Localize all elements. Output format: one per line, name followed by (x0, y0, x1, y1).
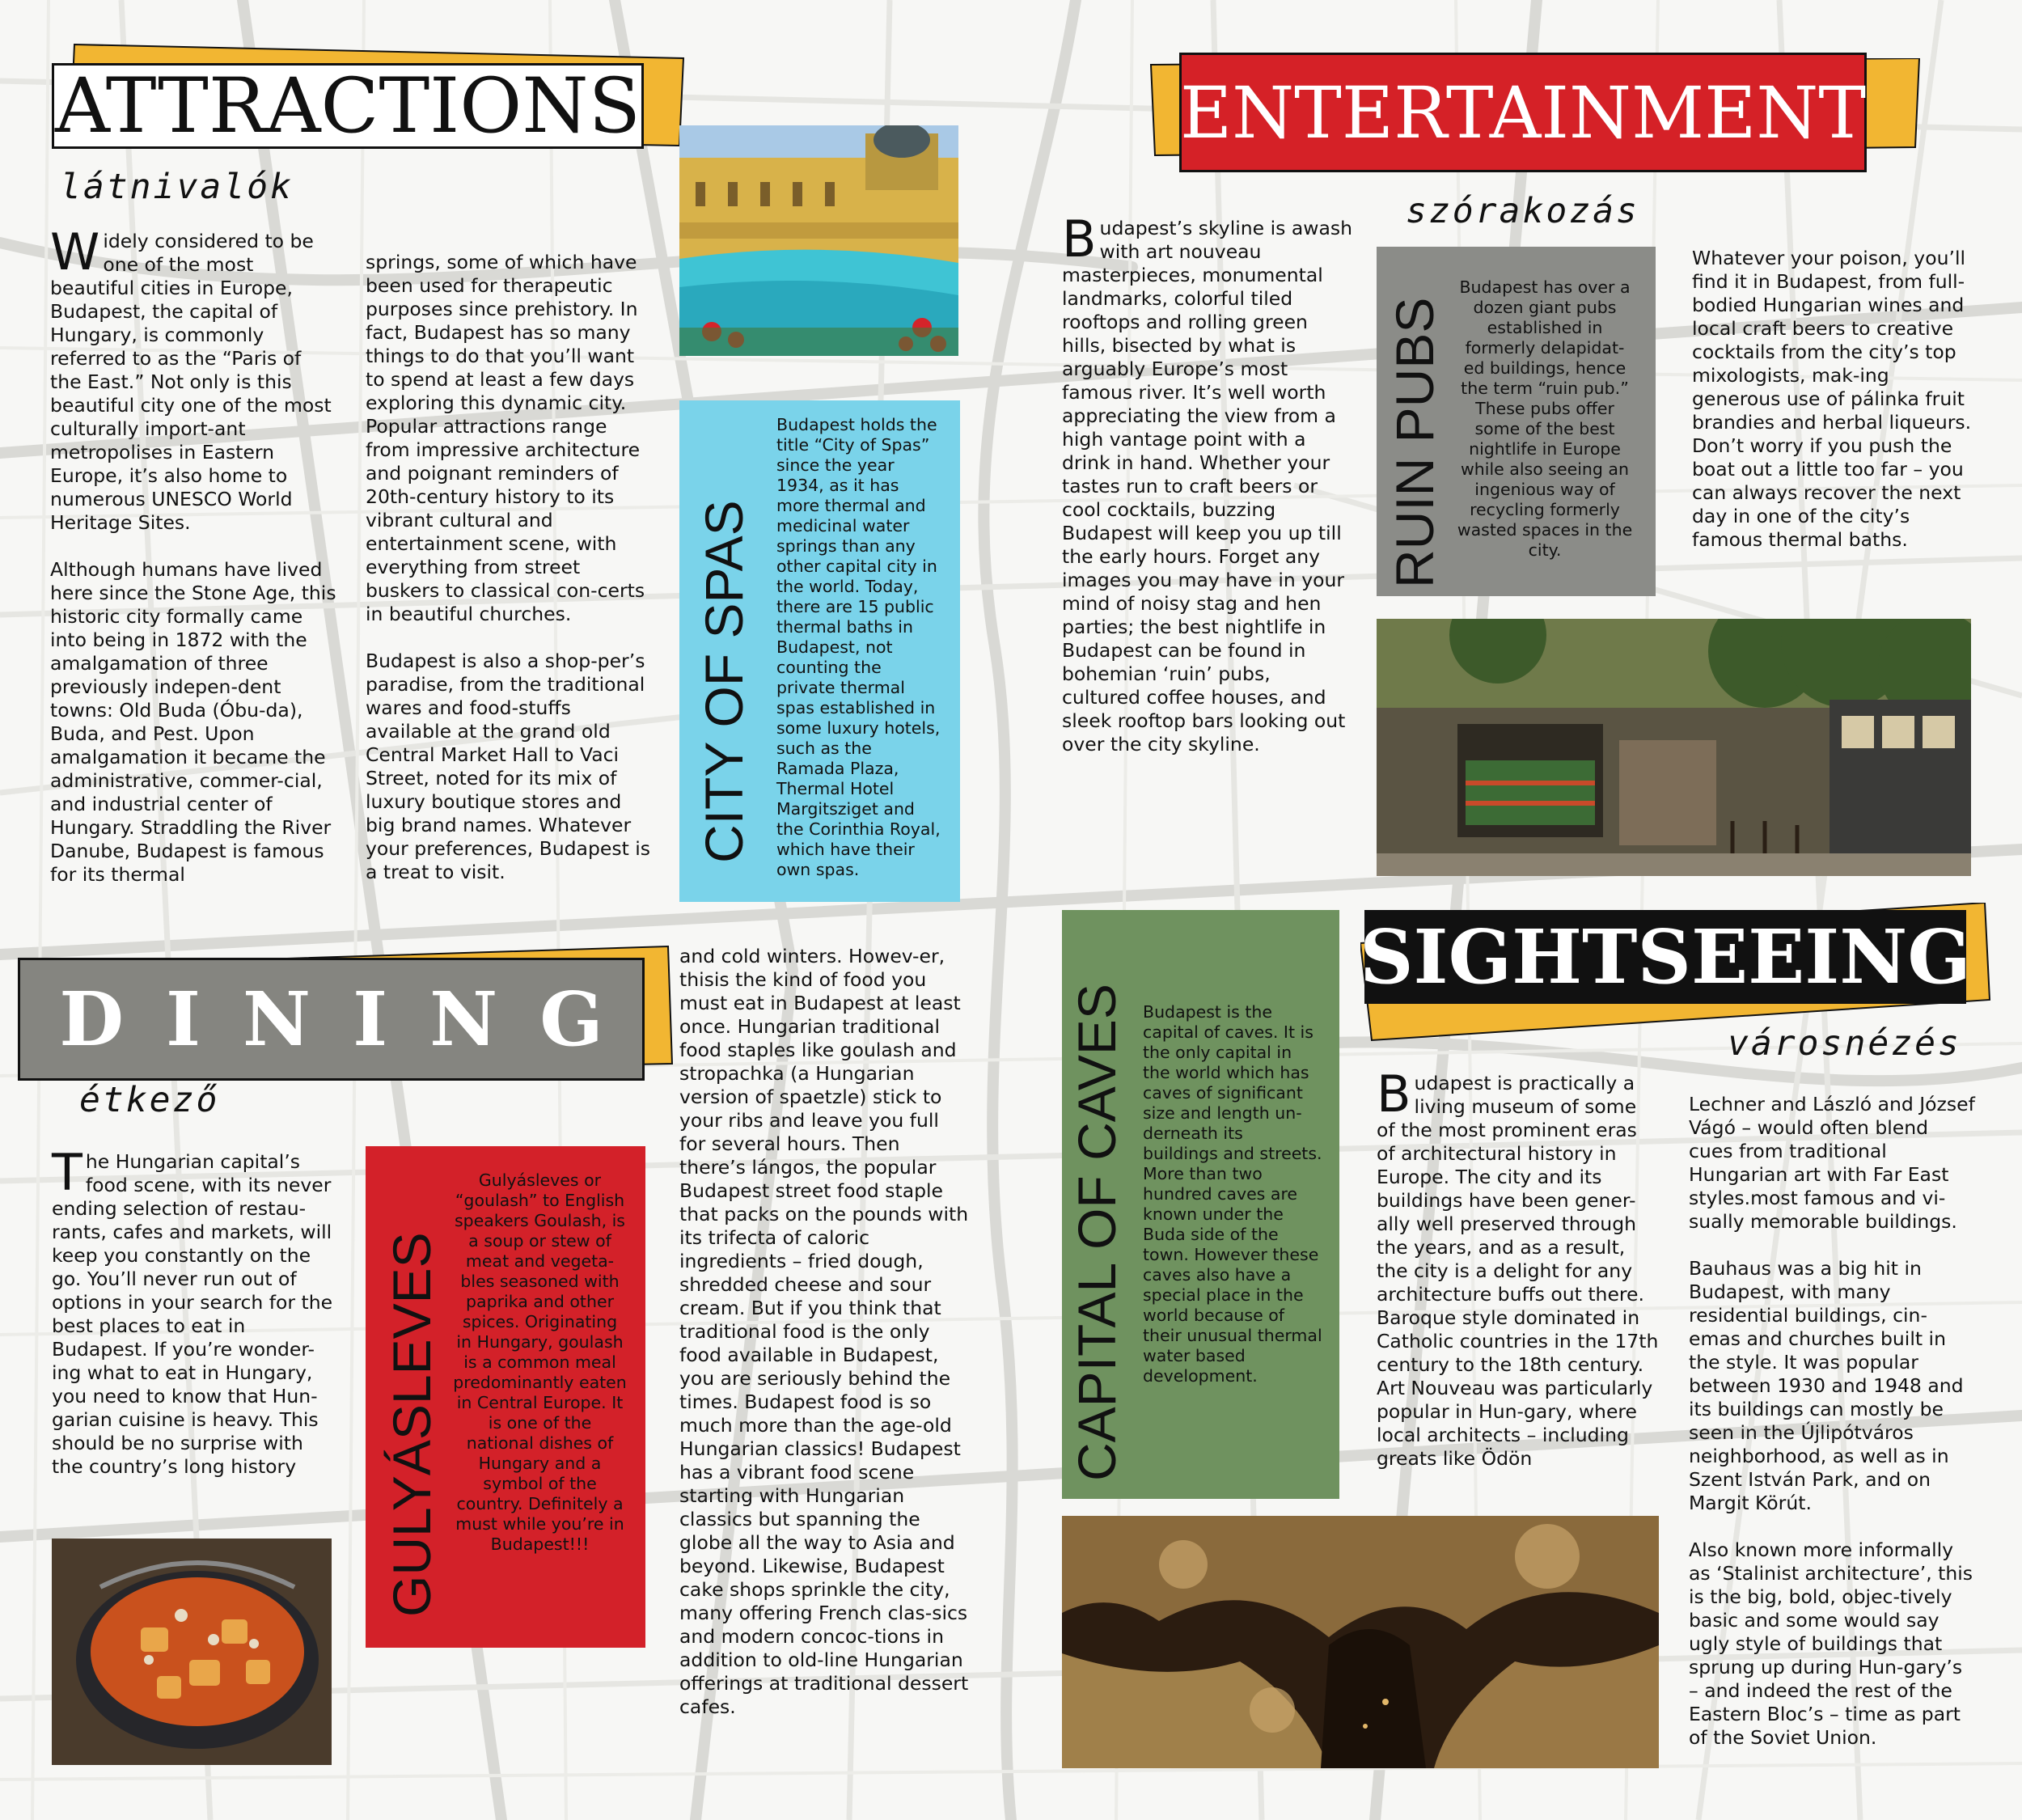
city-of-spas-text: Budapest holds the title “City of Spas” since the year 1934, as it has more thermal and medicinal water springs than any other capital city in the world. Today, there are 15 public thermal baths in Budapest, not counting the private thermal spas established in some luxury hotels, such as the Ramada Plaza, Thermal Hotel Margitsziget and the Corinthia Royal, which have their own spas. (776, 415, 941, 879)
sightseeing-subtitle: városnézés (1728, 1023, 1961, 1064)
entertainment-column-2 (1692, 247, 1983, 575)
dining-column-2 (679, 945, 971, 1742)
ruin-pub-photo (1377, 619, 1971, 876)
goulash-photo (52, 1539, 332, 1765)
gulyasleves-sidebar (366, 1146, 645, 1648)
dining-subtitle: étkező (79, 1080, 220, 1120)
dining-paragraph: The Hungarian capital’s food scene, with its never ending selection of restau-rants, cafes and markets, will keep you constantly on the go. You’ll never run out of options in your search for the best places to eat in Budapest. If you’re wonder-ing what to eat in Hungary, you need to know that Hun-garian cuisine is heavy. This should be no surprise with the country’s long history (52, 1143, 333, 1478)
capital-of-caves-sidebar (1062, 910, 1339, 1499)
ruin-pubs-sidebar (1377, 247, 1656, 596)
attractions-title: ATTRACTIONS (52, 63, 644, 149)
attractions-column-2 (366, 251, 653, 908)
sightseeing-paragraph: Lechner and László and József Vágó – would often blend cues from traditional Hungarian art with Far East styles.most famous and vi-sually memorable buildings. (1689, 1093, 1975, 1233)
capital-of-caves-title: CAPITAL OF CAVES (1067, 984, 1127, 1481)
sightseeing-column-1 (1377, 1064, 1660, 1494)
drop-cap: W (50, 222, 100, 281)
attractions-paragraph: Although humans have lived here since the Stone Age, this historic city formally came into being in 1872 with the amalgamation of three previously indepen-dent towns: Old Buda (Óbu-da), Buda, and Pest. Upon amalgamation it became the administrative, commer-cial, and industrial center of Hungary. Straddling the River Danube, Budapest is famous for its thermal (50, 558, 336, 886)
city-of-spas-sidebar (679, 400, 960, 902)
sightseeing-paragraph: Also known more informally as ‘Stalinist architecture’, this is the big, bold, objec-tively basic and some would say ugly style of buildings that sprung up during Hun-gary’s – and indeed the rest of the Eastern Bloc’s – time as part of the Soviet Union. (1689, 1539, 1973, 1749)
gulyasleves-text: Gulyásleves or “goulash” to English speakers Goulash, is a soup or stew of meat and vegeta-bles seasoned with paprika and other spices. Originating in Hungary, goulash is a common meal predominantly eaten in Central Europe. It is one of the national dishes of Hungary and a symbol of the country. Definitely a must while you’re in Budapest!!! (453, 1170, 627, 1554)
sightseeing-column-2 (1689, 1093, 1976, 1773)
sightseeing-paragraph: Budapest is practically a living museum of some of the most prominent eras of architectural history in Europe. The city and its buildings have been gener-ally well preserved through the years, and as a result, the city is a delight for any architecture buffs out there. Baroque style dominated in Catholic countries in the 17th century to the 18th century. Art Nouveau was particularly popular in Hun-gary, where local architects – including greats like Ödön (1377, 1064, 1659, 1470)
attractions-paragraph: springs, some of which have been used for therapeutic purposes since prehistory. In fact, Budapest has so many things to do that you’ll want to spend at least a few days exploring this dynamic city. Popular attractions range from impressive architecture and poignant reminders of 20th-century history to its vibrant cultural and entertainment scene, with everything from street buskers to classical con-certs in beautiful churches. (366, 251, 645, 625)
drop-cap: T (52, 1143, 82, 1202)
sightseeing-paragraph: Bauhaus was a big hit in Budapest, with many residential buildings, cin-emas and churches built in the style. It was popular between 1930 and 1948 and its buildings can mostly be seen in the Újlipótváros neighborhood, as well as in Szent István Park, and on Margit Körút. (1689, 1257, 1964, 1514)
attractions-column-1 (50, 222, 337, 910)
entertainment-paragraph: Budapest’s skyline is awash with art nouveau masterpieces, monumental landmarks, colorful tiled rooftops and rolling green hills, bisected by what is arguably Europe’s most famous river. It’s well worth appreciating the view from a high vantage point with a drink in hand. Whether your tastes run to craft beers or cool cocktails, buzzing Budapest will keep you up till the early hours. Forget any images you may have in your mind of noisy stag and hen parties; the best nightlife in Budapest can be found in bohemian ‘ruin’ pubs, cultured coffee houses, and sleek rooftop bars looking out over the city skyline. (1062, 210, 1352, 756)
drop-cap: B (1062, 210, 1097, 269)
spa-photo (679, 125, 958, 356)
attractions-subtitle: látnivalók (60, 167, 294, 207)
dining-paragraph: and cold winters. Howev-er, thisis the kind of food you must eat in Budapest at least once. Hungarian traditional food staples like goulash and stropachka (a Hungarian version of spaetzle) stick to your ribs and leave you full for several hours. Then there’s lángos, the popular Budapest street food staple that packs on the pounds with its trifecta of caloric ingredients – fried dough, shredded cheese and sour cream. But if you think that traditional food is the only food available in Budapest, you are seriously behind the times. Budapest food is so much more than the age-old Hungarian classics! Budapest has a vibrant food scene starting with Hungarian classics but spanning the globe all the way to Asia and beyond. Likewise, Budapest cake shops sprinkle the city, many offering French clas-sics and modern concoc-tions in addition to old-line Hungarian offerings at traditional dessert cafes. (679, 945, 969, 1718)
capital-of-caves-text: Budapest is the capital of caves. It is the only capital in the world which has caves of significant size and length un-derneath its buildings and streets. More than two hundred caves are known under the Buda side of the town. However these caves also have a special place in the world because of their unusual thermal water based development. (1143, 1002, 1322, 1386)
ruin-pubs-title: RUIN PUBS (1385, 297, 1445, 588)
attractions-paragraph: Widely considered to be one of the most beautiful cities in Europe, Budapest, the capital of Hungary, is commonly referred to as the “Paris of the East.” Not only is this beautiful city one of the most culturally import-ant metropolises in Eastern Europe, it’s also home to numerous UNESCO World Heritage Sites. (50, 222, 332, 534)
entertainment-subtitle: szórakozás (1406, 191, 1639, 231)
sightseeing-title: SIGHTSEEING (1364, 910, 1966, 1004)
entertainment-column-1 (1062, 210, 1353, 780)
city-of-spas-title: CITY OF SPAS (694, 500, 754, 863)
cave-photo (1062, 1516, 1659, 1768)
gulyasleves-title: GULYÁSLEVES (382, 1232, 442, 1617)
entertainment-title: ENTERTAINMENT (1179, 53, 1867, 172)
dining-title: DINING (18, 958, 645, 1081)
ruin-pubs-text: Budapest has over a dozen giant pubs established in formerly delapidat-ed buildings, hence the term “ruin pub.” These pubs offer some of the best nightlife in Europe while also seeing an ingenious way of recycling formerly wasted spaces in the city. (1457, 277, 1633, 560)
drop-cap: B (1377, 1064, 1411, 1124)
dining-column-1 (52, 1143, 339, 1502)
attractions-paragraph: Budapest is also a shop-per’s paradise, from the traditional wares and food-stuffs available at the grand old Central Market Hall to Vaci Street, noted for its mix of luxury boutique stores and big brand names. Whatever your preferences, Budapest is a treat to visit. (366, 650, 651, 883)
entertainment-paragraph: Whatever your poison, you’ll find it in Budapest, from full-bodied Hungarian wines and local craft beers to creative cocktails from the city’s top mixologists, mak-ing generous use of pálinka fruit brandies and herbal liqueurs. Don’t worry if you push the boat out a little too far – you can always recover the next day in one of the city’s famous thermal baths. (1692, 247, 1972, 551)
